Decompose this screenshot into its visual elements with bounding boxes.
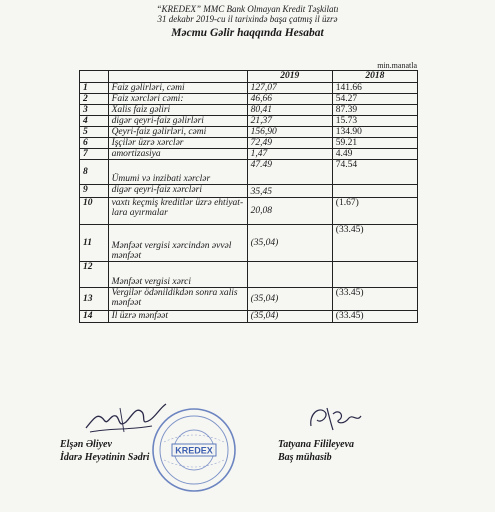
- value-2019: 72,49: [247, 138, 332, 149]
- income-statement-table: [79, 70, 418, 323]
- table-row: [80, 262, 418, 288]
- row-label: Faiz gəlirləri, cəmi: [108, 83, 247, 94]
- row-label: digər qeyri-faiz xərcləri: [108, 185, 247, 198]
- value-2019: 127,07: [247, 83, 332, 94]
- row-label: Xalis faiz gəliri: [108, 105, 247, 116]
- chairman-name: Elşən Əliyev: [60, 439, 112, 450]
- row-number: 10: [80, 198, 109, 225]
- row-label: İl üzrə mənfəət: [108, 311, 247, 323]
- row-label: Faiz xərcləri cəmi:: [108, 94, 247, 105]
- value-2018: 4.49: [332, 149, 417, 160]
- row-number: 11: [80, 225, 109, 262]
- table-row: [80, 288, 418, 311]
- report-title: Məcmu Gəlir haqqında Hesabat: [171, 27, 324, 39]
- table-row: [80, 127, 418, 138]
- accountant-name: Tatyana Filileyeva: [278, 439, 355, 450]
- row-number: 6: [80, 138, 109, 149]
- row-label: Mənfəət vergisi xərci: [108, 262, 247, 288]
- value-2019: 156,90: [247, 127, 332, 138]
- row-number: 4: [80, 116, 109, 127]
- row-number: 7: [80, 149, 109, 160]
- table-row: [80, 185, 418, 198]
- value-2018: [332, 262, 417, 288]
- value-2018: (1.67): [332, 198, 417, 225]
- value-2019: [247, 262, 332, 288]
- row-number: 5: [80, 127, 109, 138]
- table-row: [80, 83, 418, 94]
- value-2019: (35,04): [247, 311, 332, 323]
- row-number: 8: [80, 160, 109, 185]
- col-number-header: [80, 71, 109, 83]
- table-row: [80, 311, 418, 323]
- value-2019: (35,04): [247, 225, 332, 262]
- value-2018: 87.39: [332, 105, 417, 116]
- chairman-signature-block: [60, 438, 149, 464]
- value-2018: 74.54: [332, 160, 417, 185]
- report-date-line: 31 dekabr 2019-cu il tarixində başa çatmış il üzrə: [157, 14, 338, 24]
- chairman-title: İdarə Heyətinin Sədri: [60, 452, 150, 463]
- row-number: 12: [80, 262, 109, 288]
- value-2018: 141.66: [332, 83, 417, 94]
- table-row: [80, 94, 418, 105]
- col-2019-header: 2019: [247, 71, 332, 83]
- accountant-title: Baş mühasib: [278, 452, 332, 463]
- value-2019: 80,41: [247, 105, 332, 116]
- table-row: [80, 149, 418, 160]
- row-number: 14: [80, 311, 109, 323]
- value-2019: 46,66: [247, 94, 332, 105]
- value-2018: [332, 185, 417, 198]
- row-number: 9: [80, 185, 109, 198]
- table-row: [80, 116, 418, 127]
- value-2019: 47.49: [247, 160, 332, 185]
- row-label: İşçilər üzrə xərclər: [108, 138, 247, 149]
- company-stamp-icon: [150, 406, 238, 494]
- row-label: Qeyri-faiz gəlirləri, cəmi: [108, 127, 247, 138]
- value-2018: 134.90: [332, 127, 417, 138]
- organization-name: “KREDEX” MMC Bank Olmayan Kredit Təşkilatı: [156, 4, 339, 14]
- table-header-row: [80, 71, 418, 83]
- unit-label: min.manatla: [377, 61, 417, 70]
- row-label: digər qeyri-faiz gəlirləri: [108, 116, 247, 127]
- row-number: 2: [80, 94, 109, 105]
- row-number: 13: [80, 288, 109, 311]
- value-2018: 54.27: [332, 94, 417, 105]
- col-2018-header: 2018: [332, 71, 417, 83]
- value-2018: 15.73: [332, 116, 417, 127]
- table-row: [80, 138, 418, 149]
- value-2018: (33.45): [332, 225, 417, 262]
- value-2018: (33.45): [332, 288, 417, 311]
- row-label: Ümumi və inzibati xərclər: [108, 160, 247, 185]
- row-label: Mənfəət vergisi xərcindən əvvəl mənfəət: [108, 225, 247, 262]
- value-2018: (33.45): [332, 311, 417, 323]
- accountant-signature-block: [278, 438, 354, 464]
- accountant-signature-icon: [305, 402, 365, 436]
- col-item-header: [108, 71, 247, 83]
- row-number: 3: [80, 105, 109, 116]
- row-label: Vergilər ödənildikdən sonra xalis mənfəət: [108, 288, 247, 311]
- stamp-text: KREDEX: [175, 445, 213, 456]
- table-row: [80, 160, 418, 185]
- value-2018: 59.21: [332, 138, 417, 149]
- value-2019: 20,08: [247, 198, 332, 225]
- value-2019: (35,04): [247, 288, 332, 311]
- table-row: [80, 198, 418, 225]
- row-label: vaxtı keçmiş kreditlər üzrə ehtiyat-lara ayırmalar: [108, 198, 247, 225]
- table-row: [80, 105, 418, 116]
- value-2019: 21,37: [247, 116, 332, 127]
- row-number: 1: [80, 83, 109, 94]
- value-2019: 1,47: [247, 149, 332, 160]
- table-row: [80, 225, 418, 262]
- row-label: amortizasiya: [108, 149, 247, 160]
- value-2019: 35,45: [247, 185, 332, 198]
